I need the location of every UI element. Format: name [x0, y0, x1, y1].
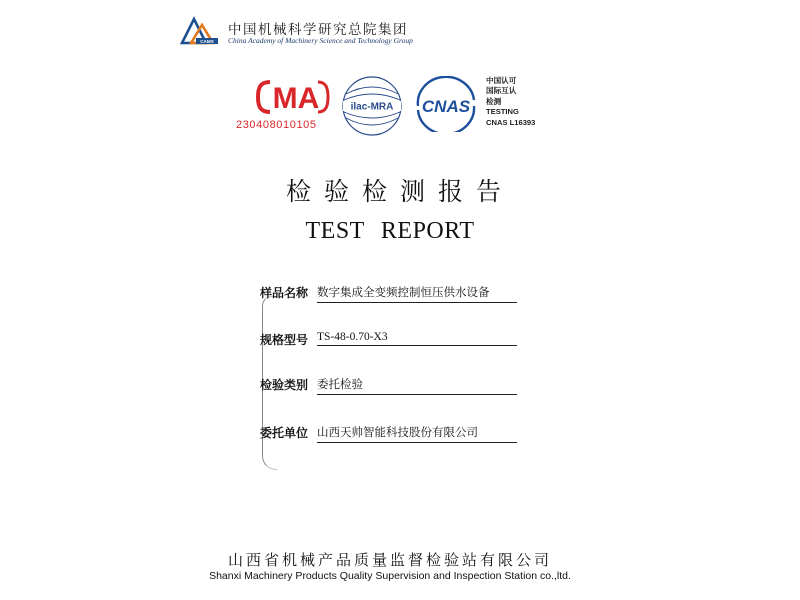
- issuer-name-cn: 山西省机械产品质量监督检验站有限公司: [227, 551, 552, 569]
- field-label: 检验类别: [260, 378, 309, 392]
- cnas-logo: [412, 76, 480, 132]
- field-label: 样品名称: [260, 286, 309, 300]
- group-name-cn: 中国机械科学研究总院集团: [228, 22, 408, 38]
- field-value: TS-48-0.70-X3: [317, 331, 517, 346]
- issuer-name-en: Shanxi Machinery Products Quality Supervision and Inspection Station co.,ltd.: [209, 570, 571, 582]
- field-label: 规格型号: [260, 333, 309, 347]
- cnas-logo-label: CNAS: [421, 97, 471, 116]
- field-value: 数字集成全变频控制恒压供水设备: [317, 284, 517, 303]
- report-title-cn: 检验检测报告: [285, 177, 514, 206]
- field-value: 委托检验: [317, 376, 517, 395]
- cnas-accreditation-text: [486, 76, 535, 128]
- cma-logo: [256, 78, 330, 116]
- cma-logo-label: MA: [272, 82, 320, 115]
- cnas-text-line: 国际互认: [486, 86, 517, 96]
- cnas-text-line: 中国认可: [486, 76, 517, 85]
- report-title-en: TEST REPORT: [305, 218, 475, 244]
- group-logo-text: CAMS: [200, 39, 214, 44]
- ilac-mra-logo: [340, 74, 404, 138]
- cnas-text-line: TESTING: [486, 107, 519, 117]
- cma-number: 230408010105: [236, 119, 317, 131]
- group-name-en: China Academy of Machinery Science and Technology Group: [228, 36, 413, 45]
- cnas-text-line: CNAS L16393: [486, 117, 536, 127]
- cnas-text-line: 检测: [486, 96, 502, 106]
- field-label: 委托单位: [260, 426, 309, 440]
- field-value: 山西天帅智能科技股份有限公司: [317, 424, 517, 443]
- ilac-logo-label: ilac-MRA: [350, 101, 394, 113]
- group-logo: [180, 16, 220, 46]
